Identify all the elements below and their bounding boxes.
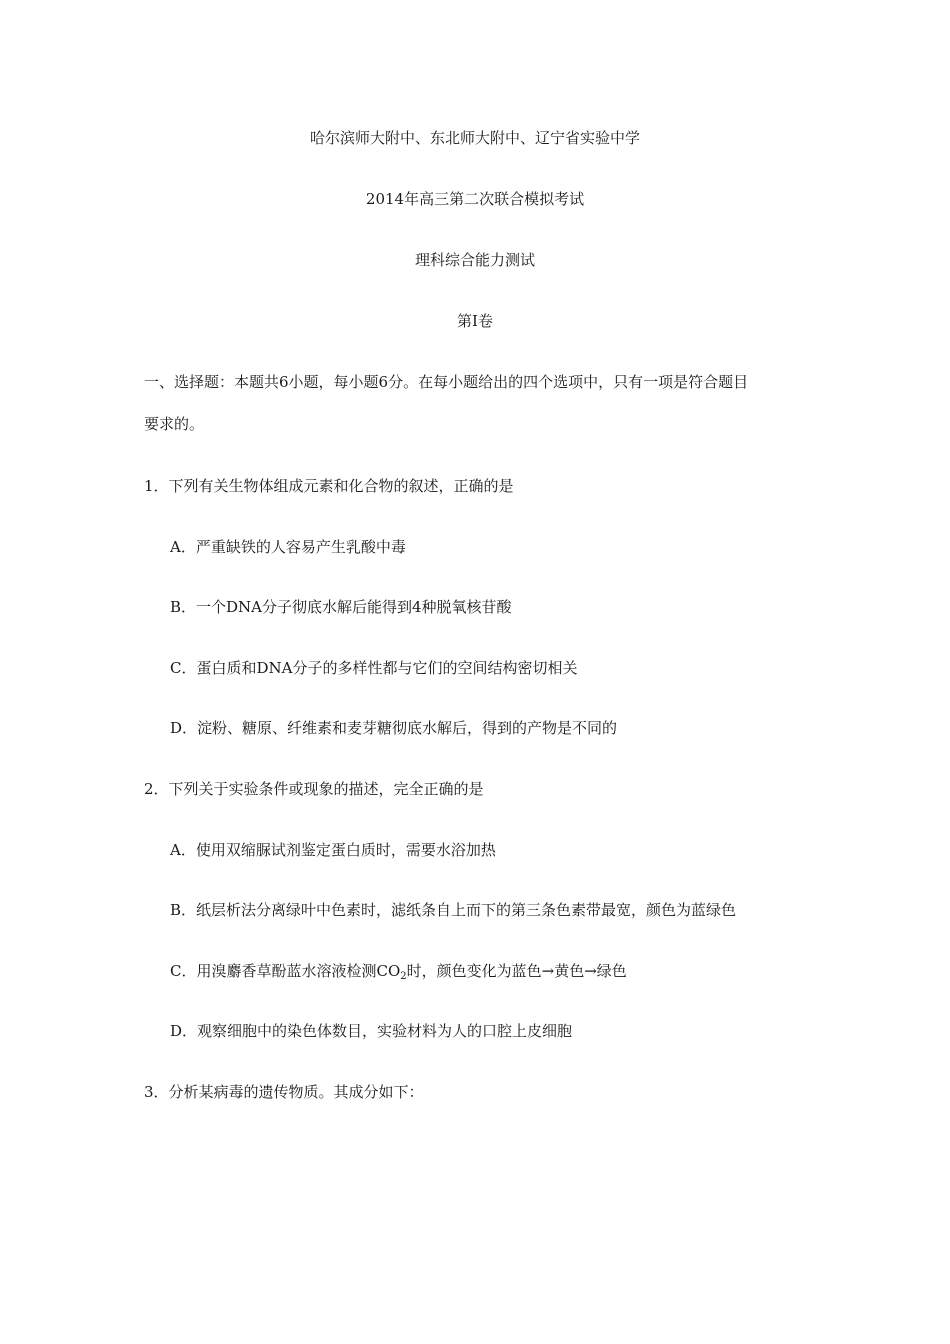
option-c-text-after: 时，颜色变化为蓝色→黄色→绿色 [406, 962, 627, 980]
question-1-option-b: B．一个DNA分子彻底水解后能得到4种脱氧核苷酸 [170, 598, 512, 616]
question-1-option-d: D．淀粉、糖原、纤维素和麦芽糖彻底水解后，得到的产物是不同的 [170, 719, 618, 737]
option-c-text-before: C．用溴麝香草酚蓝水溶液检测CO [170, 962, 401, 980]
exam-title: 2014年高三第二次联合模拟考试 [365, 190, 585, 208]
question-1-option-c: C．蛋白质和DNA分子的多样性都与它们的空间结构密切相关 [170, 659, 578, 677]
question-2-option-b: B．纸层析法分离绿叶中色素时，滤纸条自上而下的第三条色素带最宽，颜色为蓝绿色 [170, 901, 737, 919]
question-2-option-d: D．观察细胞中的染色体数目，实验材料为人的口腔上皮细胞 [170, 1022, 573, 1040]
question-2-option-c [170, 961, 627, 987]
question-2-option-a: A．使用双缩脲试剂鉴定蛋白质时，需要水浴加热 [170, 841, 496, 859]
question-1-stem: 1．下列有关生物体组成元素和化合物的叙述，正确的是 [144, 477, 514, 495]
subscript-2: 2 [400, 971, 407, 982]
schools-title: 哈尔滨师大附中、东北师大附中、辽宁省实验中学 [309, 129, 640, 147]
question-1-option-a: A．严重缺铁的人容易产生乳酸中毒 [170, 538, 406, 556]
section-intro-line2: 要求的。 [144, 415, 205, 433]
subject-title: 理科综合能力测试 [414, 251, 535, 269]
volume-title: 第I卷 [457, 312, 493, 330]
section-intro-line1: 一、选择题：本题共6小题，每小题6分。在每小题给出的四个选项中，只有一项是符合题目 [144, 373, 749, 391]
question-3-stem: 3．分析某病毒的遗传物质。其成分如下： [144, 1083, 424, 1101]
question-2-stem: 2．下列关于实验条件或现象的描述，完全正确的是 [144, 780, 484, 798]
